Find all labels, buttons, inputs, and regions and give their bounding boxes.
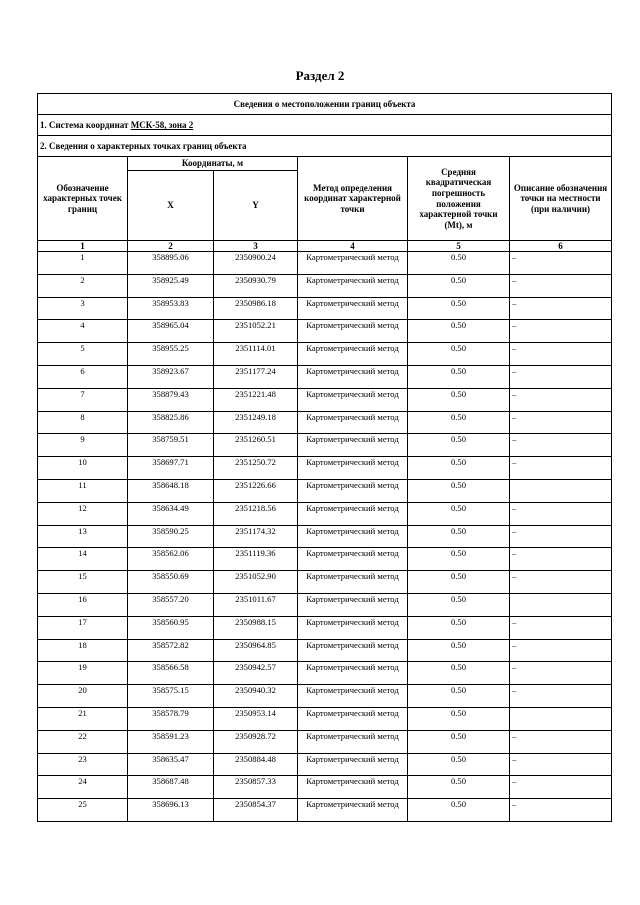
accuracy-cell: 0.50 [408, 434, 510, 457]
accuracy-cell: 0.50 [408, 457, 510, 480]
column-numbers-row [38, 241, 612, 252]
point-number-cell: 18 [38, 639, 128, 662]
column-number: 6 [510, 241, 612, 252]
x-coordinate-cell: 358696.13 [128, 799, 214, 822]
y-coordinate-cell: 2350930.79 [214, 274, 298, 297]
method-cell: Картометрический метод [298, 388, 408, 411]
x-coordinate-cell: 358953.83 [128, 297, 214, 320]
accuracy-cell: 0.50 [408, 365, 510, 388]
method-cell: Картометрический метод [298, 548, 408, 571]
table-row [38, 457, 612, 480]
table-row [38, 593, 612, 616]
x-coordinate-cell: 358591.23 [128, 730, 214, 753]
table-row [38, 320, 612, 343]
x-coordinate-cell: 358825.86 [128, 411, 214, 434]
description-cell: – [510, 571, 612, 594]
x-coordinate-cell: 358687.48 [128, 776, 214, 799]
method-cell: Картометрический метод [298, 593, 408, 616]
y-coordinate-cell: 2350854.37 [214, 799, 298, 822]
x-coordinate-cell: 358635.47 [128, 753, 214, 776]
table-row [38, 502, 612, 525]
coordinate-system-row [38, 115, 612, 136]
method-cell: Картометрический метод [298, 365, 408, 388]
y-coordinate-cell: 2351218.56 [214, 502, 298, 525]
table-row [38, 411, 612, 434]
description-cell: – [510, 616, 612, 639]
x-coordinate-cell: 358562.06 [128, 548, 214, 571]
description-cell: – [510, 639, 612, 662]
x-coordinate-cell: 358572.82 [128, 639, 214, 662]
description-cell: – [510, 411, 612, 434]
y-coordinate-cell: 2351011.67 [214, 593, 298, 616]
method-cell: Картометрический метод [298, 479, 408, 502]
accuracy-cell: 0.50 [408, 252, 510, 275]
accuracy-cell: 0.50 [408, 274, 510, 297]
x-coordinate-cell: 358557.20 [128, 593, 214, 616]
column-header-coordinates: Координаты, м [128, 157, 298, 171]
method-cell: Картометрический метод [298, 457, 408, 480]
description-cell: – [510, 662, 612, 685]
accuracy-cell: 0.50 [408, 639, 510, 662]
x-coordinate-cell: 358925.49 [128, 274, 214, 297]
point-number-cell: 20 [38, 685, 128, 708]
y-coordinate-cell: 2350857.33 [214, 776, 298, 799]
accuracy-cell: 0.50 [408, 525, 510, 548]
x-coordinate-cell: 358697.71 [128, 457, 214, 480]
point-number-cell: 14 [38, 548, 128, 571]
accuracy-cell: 0.50 [408, 479, 510, 502]
point-number-cell: 25 [38, 799, 128, 822]
x-coordinate-cell: 358648.18 [128, 479, 214, 502]
method-cell: Картометрический метод [298, 434, 408, 457]
method-cell: Картометрический метод [298, 411, 408, 434]
accuracy-cell: 0.50 [408, 548, 510, 571]
method-cell: Картометрический метод [298, 252, 408, 275]
column-header-y: Y [214, 171, 298, 241]
table-row [38, 799, 612, 822]
method-cell: Картометрический метод [298, 274, 408, 297]
point-number-cell: 21 [38, 707, 128, 730]
column-header-accuracy: Средняя квадратическая погрешность положения характерной точки (Мt), м [408, 157, 510, 241]
x-coordinate-cell: 358923.67 [128, 365, 214, 388]
point-number-cell: 11 [38, 479, 128, 502]
section-header: Сведения о местоположении границ объекта [38, 94, 612, 115]
x-coordinate-cell: 358566.58 [128, 662, 214, 685]
description-cell: – [510, 525, 612, 548]
accuracy-cell: 0.50 [408, 730, 510, 753]
y-coordinate-cell: 2350940.32 [214, 685, 298, 708]
point-number-cell: 16 [38, 593, 128, 616]
accuracy-cell: 0.50 [408, 411, 510, 434]
x-coordinate-cell: 358575.15 [128, 685, 214, 708]
accuracy-cell: 0.50 [408, 799, 510, 822]
x-coordinate-cell: 358879.43 [128, 388, 214, 411]
column-number: 4 [298, 241, 408, 252]
description-cell: – [510, 388, 612, 411]
table-row [38, 571, 612, 594]
x-coordinate-cell: 358955.25 [128, 343, 214, 366]
method-cell: Картометрический метод [298, 616, 408, 639]
coordinate-system-label: 1. Система координат [40, 120, 131, 130]
accuracy-cell: 0.50 [408, 685, 510, 708]
point-number-cell: 9 [38, 434, 128, 457]
accuracy-cell: 0.50 [408, 297, 510, 320]
y-coordinate-cell: 2350928.72 [214, 730, 298, 753]
description-cell: – [510, 343, 612, 366]
table-row [38, 252, 612, 275]
point-number-cell: 24 [38, 776, 128, 799]
description-cell: – [510, 685, 612, 708]
points-section-header: 2. Сведения о характерных точках границ объекта [38, 136, 612, 157]
page-title: Раздел 2 [295, 68, 345, 83]
accuracy-cell: 0.50 [408, 776, 510, 799]
table-row [38, 343, 612, 366]
accuracy-cell: 0.50 [408, 571, 510, 594]
x-coordinate-cell: 358590.25 [128, 525, 214, 548]
method-cell: Картометрический метод [298, 799, 408, 822]
table-row [38, 274, 612, 297]
y-coordinate-cell: 2350942.57 [214, 662, 298, 685]
description-cell [510, 707, 612, 730]
method-cell: Картометрический метод [298, 730, 408, 753]
description-cell: – [510, 274, 612, 297]
point-number-cell: 23 [38, 753, 128, 776]
y-coordinate-cell: 2351052.21 [214, 320, 298, 343]
y-coordinate-cell: 2351250.72 [214, 457, 298, 480]
y-coordinate-cell: 2350986.18 [214, 297, 298, 320]
accuracy-cell: 0.50 [408, 320, 510, 343]
x-coordinate-cell: 358759.51 [128, 434, 214, 457]
accuracy-cell: 0.50 [408, 662, 510, 685]
method-cell: Картометрический метод [298, 639, 408, 662]
column-header-method: Метод определения координат характерной точки [298, 157, 408, 241]
table-row [38, 548, 612, 571]
point-number-cell: 2 [38, 274, 128, 297]
column-header-x: X [128, 171, 214, 241]
table-row [38, 365, 612, 388]
table-row [38, 434, 612, 457]
coordinate-system-value: МСК-58, зона 2 [130, 120, 194, 130]
description-cell: – [510, 730, 612, 753]
y-coordinate-cell: 2350988.15 [214, 616, 298, 639]
method-cell: Картометрический метод [298, 776, 408, 799]
accuracy-cell: 0.50 [408, 616, 510, 639]
y-coordinate-cell: 2351119.36 [214, 548, 298, 571]
table-row [38, 388, 612, 411]
table-row [38, 707, 612, 730]
accuracy-cell: 0.50 [408, 502, 510, 525]
method-cell: Картометрический метод [298, 662, 408, 685]
description-cell: – [510, 320, 612, 343]
column-number: 3 [214, 241, 298, 252]
description-cell: – [510, 776, 612, 799]
x-coordinate-cell: 358634.49 [128, 502, 214, 525]
method-cell: Картометрический метод [298, 525, 408, 548]
point-number-cell: 6 [38, 365, 128, 388]
y-coordinate-cell: 2351114.01 [214, 343, 298, 366]
column-number: 2 [128, 241, 214, 252]
column-number: 5 [408, 241, 510, 252]
description-cell: – [510, 457, 612, 480]
point-number-cell: 13 [38, 525, 128, 548]
y-coordinate-cell: 2351260.51 [214, 434, 298, 457]
point-number-cell: 4 [38, 320, 128, 343]
description-cell: – [510, 297, 612, 320]
point-number-cell: 15 [38, 571, 128, 594]
table-row [38, 479, 612, 502]
y-coordinate-cell: 2351052.90 [214, 571, 298, 594]
point-number-cell: 7 [38, 388, 128, 411]
method-cell: Картометрический метод [298, 297, 408, 320]
y-coordinate-cell: 2350964.85 [214, 639, 298, 662]
accuracy-cell: 0.50 [408, 343, 510, 366]
table-row [38, 616, 612, 639]
point-number-cell: 10 [38, 457, 128, 480]
y-coordinate-cell: 2351226.66 [214, 479, 298, 502]
point-number-cell: 17 [38, 616, 128, 639]
table-row [38, 525, 612, 548]
y-coordinate-cell: 2350884.48 [214, 753, 298, 776]
y-coordinate-cell: 2351174.32 [214, 525, 298, 548]
description-cell: – [510, 365, 612, 388]
description-cell [510, 479, 612, 502]
x-coordinate-cell: 358560.95 [128, 616, 214, 639]
method-cell: Картометрический метод [298, 685, 408, 708]
point-number-cell: 1 [38, 252, 128, 275]
description-cell: – [510, 753, 612, 776]
y-coordinate-cell: 2350900.24 [214, 252, 298, 275]
description-cell: – [510, 799, 612, 822]
point-number-cell: 12 [38, 502, 128, 525]
table-row [38, 297, 612, 320]
method-cell: Картометрический метод [298, 753, 408, 776]
method-cell: Картометрический метод [298, 707, 408, 730]
point-number-cell: 8 [38, 411, 128, 434]
point-number-cell: 5 [38, 343, 128, 366]
method-cell: Картометрический метод [298, 320, 408, 343]
column-header-description: Описание обозначения точки на местности (при наличии) [510, 157, 612, 241]
y-coordinate-cell: 2351249.18 [214, 411, 298, 434]
column-header-designation: Обозначение характерных точек границ [38, 157, 128, 241]
table-row [38, 662, 612, 685]
table-row [38, 730, 612, 753]
y-coordinate-cell: 2350953.14 [214, 707, 298, 730]
description-cell: – [510, 252, 612, 275]
description-cell: – [510, 434, 612, 457]
x-coordinate-cell: 358578.79 [128, 707, 214, 730]
y-coordinate-cell: 2351221.48 [214, 388, 298, 411]
table-row [38, 685, 612, 708]
accuracy-cell: 0.50 [408, 707, 510, 730]
y-coordinate-cell: 2351177.24 [214, 365, 298, 388]
description-cell: – [510, 502, 612, 525]
description-cell: – [510, 548, 612, 571]
method-cell: Картометрический метод [298, 571, 408, 594]
table-row [38, 753, 612, 776]
point-number-cell: 22 [38, 730, 128, 753]
table-row [38, 639, 612, 662]
table-row [38, 776, 612, 799]
description-cell [510, 593, 612, 616]
column-number: 1 [38, 241, 128, 252]
accuracy-cell: 0.50 [408, 388, 510, 411]
method-cell: Картометрический метод [298, 502, 408, 525]
x-coordinate-cell: 358965.04 [128, 320, 214, 343]
x-coordinate-cell: 358895.06 [128, 252, 214, 275]
method-cell: Картометрический метод [298, 343, 408, 366]
accuracy-cell: 0.50 [408, 753, 510, 776]
point-number-cell: 3 [38, 297, 128, 320]
accuracy-cell: 0.50 [408, 593, 510, 616]
x-coordinate-cell: 358550.69 [128, 571, 214, 594]
boundary-points-table [37, 93, 612, 822]
point-number-cell: 19 [38, 662, 128, 685]
